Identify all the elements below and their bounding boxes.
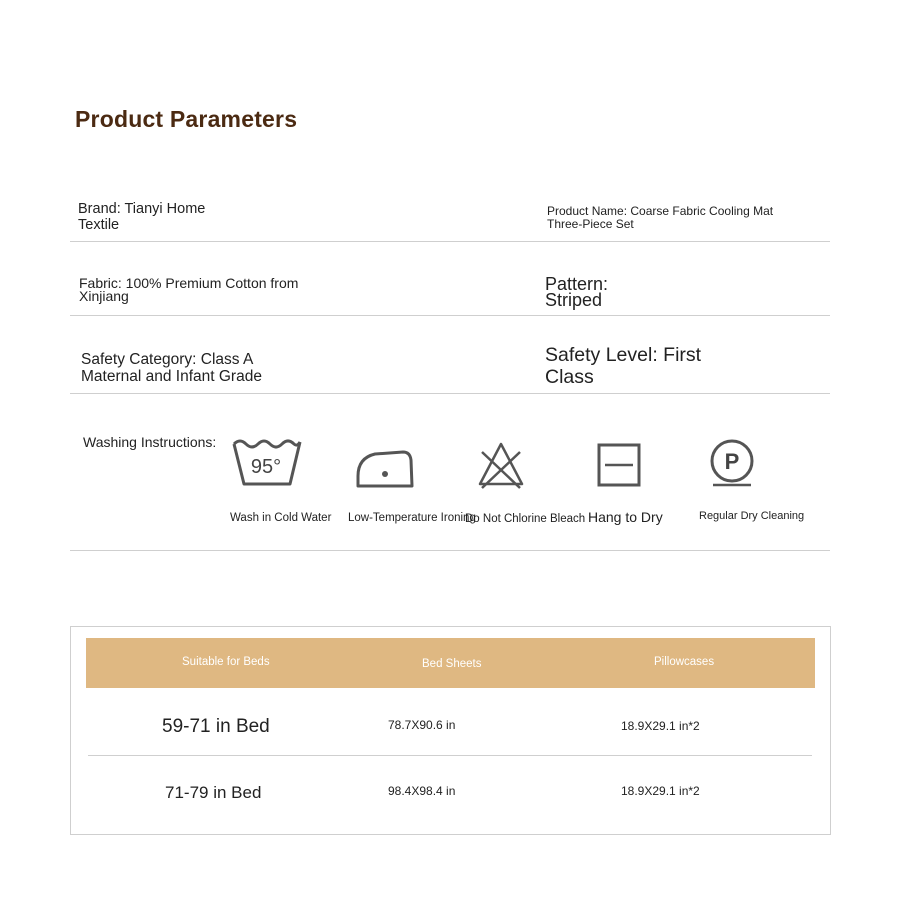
page-title: Product Parameters <box>75 106 298 132</box>
divider <box>70 315 830 316</box>
safety-level-line-1: Safety Level: First <box>545 344 702 366</box>
wash-temp-text: 95° <box>250 456 282 478</box>
fabric-line-2: Xinjiang <box>79 288 129 305</box>
safety-level-param <box>545 345 701 389</box>
safety-category-param <box>81 351 262 385</box>
row1-sheets: 78.7X90.6 in <box>388 718 456 732</box>
safety-level-line-2: Class <box>545 365 594 388</box>
safety-category-line-1: Safety Category: Class A <box>81 351 254 368</box>
brand-line-2: Textile <box>78 216 120 233</box>
divider <box>70 393 830 394</box>
pattern-line-2: Striped <box>545 290 603 311</box>
brand-param <box>78 202 205 234</box>
hang-dry-icon <box>597 443 643 487</box>
product-name-param <box>547 205 773 231</box>
no-bleach-icon <box>476 440 526 490</box>
no-bleach-caption: Do Not Chlorine Bleach <box>465 513 586 525</box>
row-divider <box>88 755 812 756</box>
iron-low-caption: Low-Temperature Ironing <box>348 512 476 524</box>
iron-low-icon <box>355 446 415 490</box>
wash-95-icon <box>230 438 302 490</box>
product-name-line-1: Product Name: Coarse Fabric Cooling Mat <box>547 204 774 218</box>
size-table-header <box>86 638 815 688</box>
fabric-line-1: Fabric: 100% Premium Cotton from <box>79 275 299 291</box>
header-pillowcases: Pillowcases <box>654 656 715 668</box>
header-suitable-beds: Suitable for Beds <box>182 656 270 668</box>
washing-instructions-label: Washing Instructions: <box>83 434 217 450</box>
divider <box>70 241 830 242</box>
pattern-line-1: Pattern: <box>545 274 609 294</box>
header-bed-sheets: Bed Sheets <box>422 658 482 670</box>
brand-line-1: Brand: Tianyi Home <box>78 201 206 217</box>
pattern-param <box>545 274 609 311</box>
divider <box>70 550 830 551</box>
row1-bed: 59-71 in Bed <box>162 716 270 737</box>
dry-clean-caption: Regular Dry Cleaning <box>699 510 805 522</box>
dry-clean-letter: P <box>724 449 740 474</box>
fabric-param <box>79 277 298 304</box>
wash-cold-caption: Wash in Cold Water <box>230 512 332 524</box>
hang-dry-caption: Hang to Dry <box>588 509 663 525</box>
row2-bed: 71-79 in Bed <box>165 783 262 802</box>
dry-clean-icon <box>709 438 755 488</box>
safety-category-line-2: Maternal and Infant Grade <box>81 368 262 386</box>
product-name-line-2: Three-Piece Set <box>547 217 634 232</box>
row2-pillowcases: 18.9X29.1 in*2 <box>621 784 700 798</box>
row1-pillowcases: 18.9X29.1 in*2 <box>621 719 700 733</box>
row2-sheets: 98.4X98.4 in <box>388 784 456 798</box>
